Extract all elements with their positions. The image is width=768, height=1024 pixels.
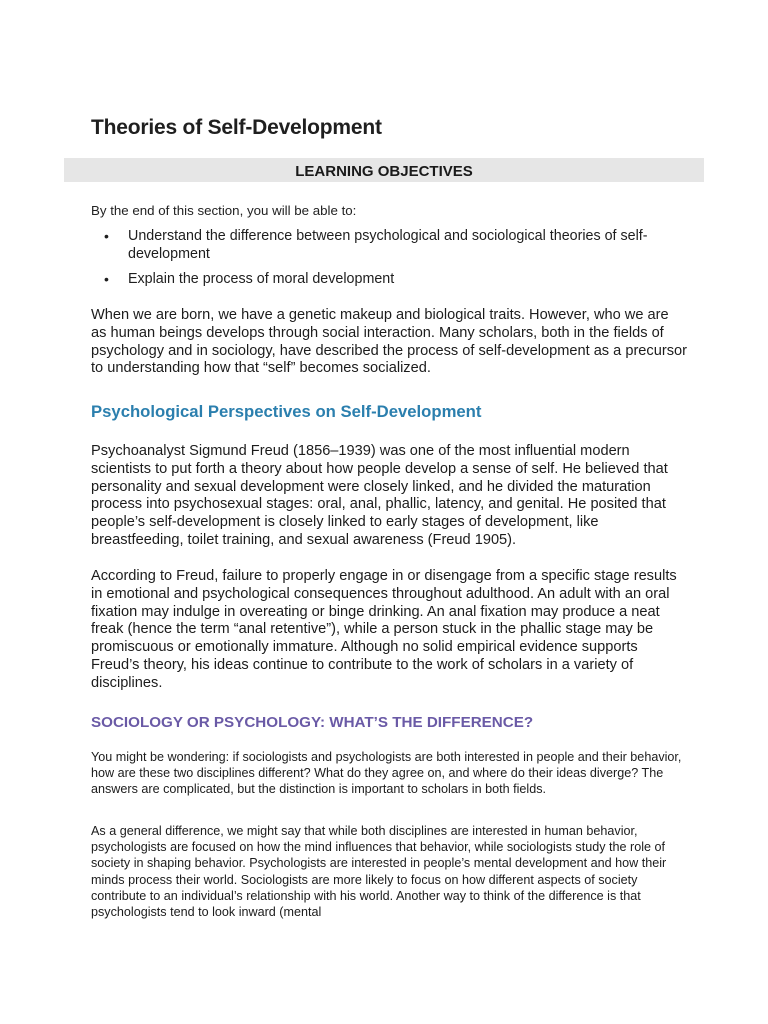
section-heading: Psychological Perspectives on Self-Development (91, 402, 482, 421)
sidebar-paragraph: As a general difference, we might say that while both disciplines are interested in human behavior, psychologists are focused on how the mind influences that behavior, while sociologists study the role of society in shaping behavior. Psychologists are interested in people’s mental development and how their minds process their world. Sociologists are more likely to focus on how different aspects of society contribute to an individual’s relationship with his world. Another way to think of the difference is that psychologists tend to look inward (mental (91, 824, 667, 920)
objectives-list (91, 227, 691, 295)
intro-paragraph: When we are born, we have a genetic makeup and biological traits. However, who we are as human beings develops through social interaction. Many scholars, both in the fields of psychology and in sociology, have described the process of self-development as a precursor to understanding how that “self” becomes socialized. (91, 307, 687, 377)
list-item (91, 227, 691, 263)
freud-paragraph: Psychoanalyst Sigmund Freud (1856–1939) was one of the most influential modern scientists to put forth a theory about how people develop a sense of self. He believed that personality and sexual development were closely linked, and he divided the maturation process into psychosexual stages: oral, anal, phallic, latency, and genital. He posited that people’s self-development is closely linked to early stages of development, like breastfeeding, toilet training, and sexual awareness (Freud 1905). (91, 443, 668, 548)
bullet-icon: • (104, 271, 109, 287)
sidebar-paragraph: You might be wondering: if sociologists and psychologists are both interested in people and their behavior, how are these two disciplines different? What do they agree on, and where do their ideas diverge? The answers are complicated, but the distinction is important to scholars in both fields. (91, 750, 682, 797)
list-item (91, 270, 691, 288)
page-title: Theories of Self-Development (91, 116, 382, 139)
fixation-paragraph: According to Freud, failure to properly engage in or disengage from a specific stage results in emotional and psychological consequences throughout adulthood. An adult with an oral fixation may indulge in overeating or binge drinking. An anal fixation may produce a neat freak (hence the term “anal retentive”), while a person stuck in the phallic stage may be promiscuous or emotionally immature. Although no solid empirical evidence supports Freud’s theory, his ideas continue to contribute to the work of scholars in a variety of disciplines. (91, 568, 677, 691)
sidebar-heading: SOCIOLOGY OR PSYCHOLOGY: WHAT’S THE DIFFERENCE? (91, 714, 534, 731)
bullet-icon: • (104, 228, 109, 244)
objective-text: Understand the difference between psychological and sociological theories of self-development (128, 228, 648, 262)
objectives-intro: By the end of this section, you will be able to: (91, 203, 357, 218)
learning-objectives-header: LEARNING OBJECTIVES (64, 158, 704, 182)
objective-text: Explain the process of moral development (128, 271, 395, 287)
